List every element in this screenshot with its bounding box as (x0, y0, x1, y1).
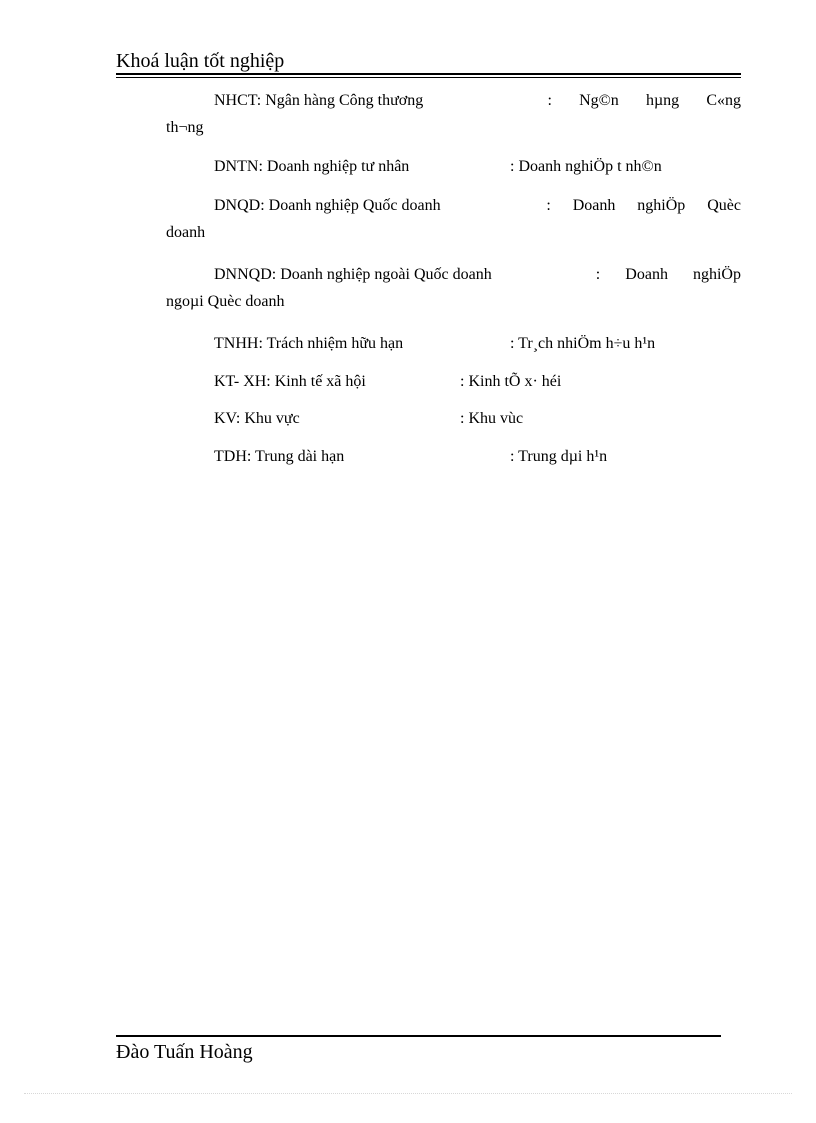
page-bottom-divider (24, 1093, 792, 1094)
abbreviation-value-continuation: doanh (166, 224, 206, 241)
abbreviation-value-continuation: ngoµi Quèc doanh (166, 293, 285, 310)
abbreviation-value: : Kinh tÕ x· héi (460, 373, 562, 390)
abbreviation-value-continuation: th¬ng (166, 119, 204, 136)
abbreviation-term: DNNQD: Doanh nghiệp ngoài Quốc doanh (214, 266, 492, 283)
footer-rule (116, 1035, 721, 1037)
abbreviation-value: : Tr¸ch nhiÖm h÷u h¹n (510, 335, 656, 352)
abbreviation-value-word: nghiÖp (637, 197, 686, 214)
abbreviation-value-word: hµng (645, 92, 680, 109)
abbreviation-value-word: Ng©n (579, 92, 619, 109)
abbreviation-term: NHCT: Ngân hàng Công thương (214, 92, 424, 109)
abbreviation-entry-kv (166, 405, 741, 432)
abbreviation-term: KV: Khu vực (214, 410, 300, 427)
header-rule (116, 73, 741, 75)
abbreviation-term: KT- XH: Kinh tế xã hội (214, 373, 366, 390)
abbreviation-value-word: nghiÖp (692, 266, 741, 283)
abbreviation-term: TNHH: Trách nhiệm hữu hạn (214, 335, 404, 352)
abbreviation-entry-tdh (166, 443, 741, 470)
abbreviation-entry-dnnqd (166, 261, 741, 315)
abbreviation-term: DNTN: Doanh nghiệp tư nhân (214, 158, 410, 175)
abbreviation-value-word: Doanh (572, 197, 616, 214)
abbreviation-entry-kt-xh (166, 368, 741, 395)
abbreviation-value-word: C«ng (706, 92, 741, 109)
abbreviation-value-colon: : (546, 197, 551, 214)
abbreviation-entry-dntn (166, 153, 741, 180)
abbreviation-entry-tnhh (166, 330, 741, 357)
abbreviation-value-word: Doanh (625, 266, 668, 283)
footer-author: Đào Tuấn Hoàng (116, 1041, 253, 1063)
abbreviation-term: TDH: Trung dài hạn (214, 448, 345, 465)
abbreviation-entry-dnqd (166, 192, 741, 246)
abbreviation-value-colon: : (595, 266, 601, 283)
abbreviation-value: : Trung dµi h¹n (510, 448, 608, 465)
abbreviation-term: DNQD: Doanh nghiệp Quốc doanh (214, 197, 441, 214)
abbreviation-value-word: Quèc (707, 197, 741, 214)
abbreviation-value-colon: : (547, 92, 552, 109)
abbreviation-entry-nhct (166, 87, 741, 141)
header-rule-secondary (116, 77, 741, 78)
header-title: Khoá luận tốt nghiệp (116, 50, 285, 72)
abbreviation-value: : Khu vùc (460, 410, 524, 427)
abbreviation-value: : Doanh nghiÖp t nh©n (510, 158, 662, 175)
